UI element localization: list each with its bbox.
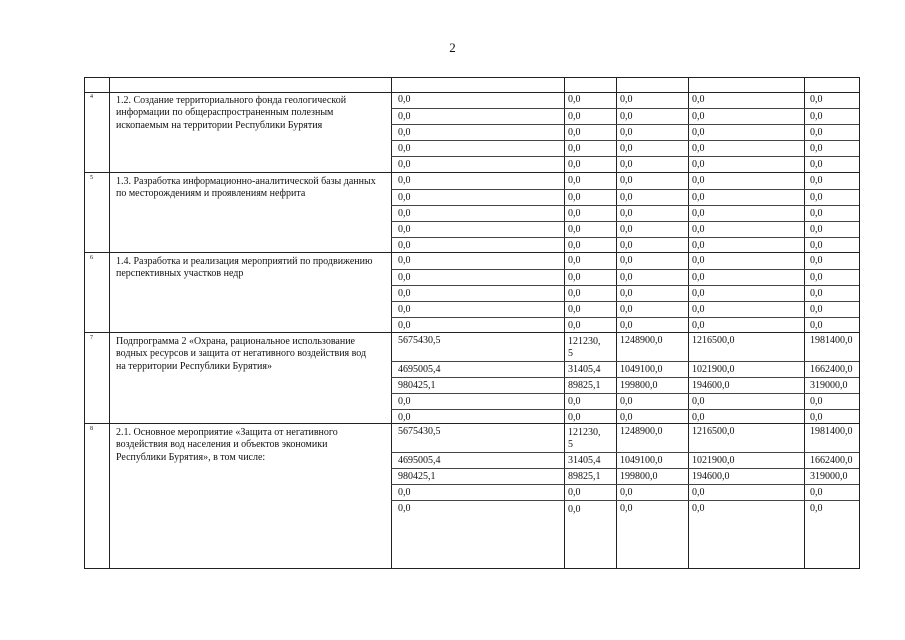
table-cell: 0,0	[568, 175, 581, 186]
table-cell: 0,0	[692, 143, 705, 154]
table-cell: 0,0	[620, 240, 633, 251]
table-cell: 0,0	[620, 94, 633, 105]
table-cell: 0,0	[568, 272, 581, 283]
table-cell: 0,0	[568, 320, 581, 331]
table-cell: 0,0	[568, 240, 581, 251]
table-cell: 0,0	[810, 272, 823, 283]
table-cell: 0,0	[398, 224, 411, 235]
table-row	[391, 156, 859, 173]
table-cell: 0,0	[810, 487, 823, 498]
table-cell: 0,0	[620, 192, 633, 203]
table-cell: 0,0	[568, 255, 581, 266]
table-cell: 0,0	[398, 127, 411, 138]
table-cell: 0,0	[620, 304, 633, 315]
table-cell: 0,0	[620, 224, 633, 235]
table-cell: 0,0	[810, 94, 823, 105]
table-cell: 1216500,0	[692, 426, 735, 437]
table-cell: 0,0	[692, 320, 705, 331]
table-cell: 4695005,4	[398, 455, 441, 466]
table-cell: 0,0	[568, 504, 581, 515]
row-number: 8	[90, 426, 93, 432]
table-cell: 0,0	[810, 240, 823, 251]
table-row	[391, 333, 859, 361]
table-cell: 194600,0	[692, 380, 730, 391]
table-cell: 0,0	[398, 159, 411, 170]
activity-title: 1.3. Разработка информационно-аналитической базы данных по месторождениям и проявлениям нефрита	[116, 176, 376, 200]
table-cell: 0,0	[692, 396, 705, 407]
table-cell: 0,0	[620, 255, 633, 266]
table-cell: 0,0	[810, 159, 823, 170]
table-row	[391, 189, 859, 206]
table-cell: 0,0	[398, 175, 411, 186]
table-cell: 0,0	[620, 412, 633, 423]
table-cell: 0,0	[398, 255, 411, 266]
table-cell: 0,0	[692, 175, 705, 186]
table-cell: 0,0	[398, 396, 411, 407]
table-cell: 0,0	[810, 175, 823, 186]
table-cell: 0,0	[398, 320, 411, 331]
table-cell: 31405,4	[568, 455, 601, 466]
table-cell: 0,0	[568, 208, 581, 219]
table-row	[391, 468, 859, 485]
table-group	[85, 332, 859, 424]
table-cell: 0,0	[810, 224, 823, 235]
table-cell: 980425,1	[398, 380, 436, 391]
table-cell: 0,0	[568, 304, 581, 315]
table-cell: 0,0	[620, 272, 633, 283]
table-cell: 89825,1	[568, 380, 601, 391]
table-row	[391, 205, 859, 222]
table-row	[391, 108, 859, 125]
table-cell: 1248900,0	[620, 426, 663, 437]
table-cell: 0,0	[620, 288, 633, 299]
table-cell: 0,0	[692, 224, 705, 235]
table-cell: 0,0	[398, 143, 411, 154]
table-row	[391, 301, 859, 318]
table-cell: 1021900,0	[692, 455, 735, 466]
table-cell: 0,0	[692, 288, 705, 299]
table-cell: 0,0	[810, 396, 823, 407]
table-cell: 0,0	[692, 208, 705, 219]
table-cell: 0,0	[620, 159, 633, 170]
table-cell: 0,0	[568, 412, 581, 423]
table-cell: 1662400,0	[810, 455, 853, 466]
table-group	[85, 172, 859, 253]
table-cell: 0,0	[398, 412, 411, 423]
table-group	[85, 423, 859, 567]
table-cell: 0,0	[568, 143, 581, 154]
table-cell: 0,0	[692, 255, 705, 266]
table-cell: 1021900,0	[692, 364, 735, 375]
table-cell: 0,0	[398, 111, 411, 122]
table-cell: 0,0	[568, 224, 581, 235]
activity-title: 1.4. Разработка и реализация мероприятий по продвижению перспективных участков недр	[116, 256, 373, 280]
table-group	[85, 252, 859, 333]
table-cell: 0,0	[398, 487, 411, 498]
table-cell: 0,0	[568, 396, 581, 407]
table-cell: 199800,0	[620, 380, 658, 391]
budget-table	[84, 77, 860, 569]
table-row	[391, 424, 859, 452]
table-cell: 0,0	[620, 175, 633, 186]
table-cell: 0,0	[568, 94, 581, 105]
table-cell: 980425,1	[398, 471, 436, 482]
table-cell: 1216500,0	[692, 335, 735, 346]
table-cell: 0,0	[692, 240, 705, 251]
table-cell: 319000,0	[810, 380, 848, 391]
table-group	[85, 92, 859, 172]
table-cell: 0,0	[398, 288, 411, 299]
table-row	[391, 124, 859, 141]
table-cell: 0,0	[620, 208, 633, 219]
row-number: 5	[90, 175, 93, 181]
table-cell: 0,0	[620, 111, 633, 122]
table-header-row	[85, 78, 859, 93]
table-cell: 0,0	[692, 304, 705, 315]
table-cell: 0,0	[620, 396, 633, 407]
table-cell: 0,0	[398, 272, 411, 283]
table-cell: 0,0	[620, 487, 633, 498]
table-row	[391, 140, 859, 157]
table-row	[391, 173, 859, 189]
row-number: 4	[90, 94, 93, 100]
table-row	[391, 452, 859, 469]
activity-title: 1.2. Создание территориального фонда геологической информации по общераспространенным полезным ископаемым на территории Республики Бурятия	[116, 95, 347, 131]
table-cell: 1981400,0	[810, 335, 853, 346]
table-cell: 0,0	[620, 320, 633, 331]
table-cell: 0,0	[810, 208, 823, 219]
table-cell: 0,0	[810, 192, 823, 203]
table-cell: 0,0	[620, 143, 633, 154]
table-cell: 0,0	[692, 412, 705, 423]
table-cell: 0,0	[692, 127, 705, 138]
table-cell: 0,0	[692, 94, 705, 105]
table-row	[391, 377, 859, 394]
table-cell: 1662400,0	[810, 364, 853, 375]
table-cell: 0,0	[810, 288, 823, 299]
table-cell: 0,0	[810, 412, 823, 423]
table-cell: 121230,5	[568, 336, 601, 359]
table-cell: 0,0	[568, 111, 581, 122]
activity-title: Подпрограмма 2 «Охрана, рациональное использование водных ресурсов и защита от негативного воздействия вод на территории Республики Бурятия»	[116, 336, 367, 372]
table-cell: 5675430,5	[398, 426, 441, 437]
table-cell: 319000,0	[810, 471, 848, 482]
table-cell: 0,0	[692, 111, 705, 122]
table-row	[391, 500, 859, 568]
table-row	[391, 361, 859, 378]
table-cell: 0,0	[568, 192, 581, 203]
table-cell: 31405,4	[568, 364, 601, 375]
table-row	[391, 253, 859, 269]
table-cell: 0,0	[810, 143, 823, 154]
row-number: 6	[90, 255, 93, 261]
table-row	[391, 92, 859, 108]
table-row	[391, 393, 859, 410]
table-cell: 1981400,0	[810, 426, 853, 437]
table-cell: 0,0	[568, 159, 581, 170]
table-cell: 0,0	[810, 320, 823, 331]
table-cell: 0,0	[568, 288, 581, 299]
table-cell: 121230,5	[568, 427, 601, 450]
table-row	[391, 221, 859, 238]
table-cell: 0,0	[398, 94, 411, 105]
table-cell: 194600,0	[692, 471, 730, 482]
table-cell: 0,0	[810, 255, 823, 266]
table-cell: 1049100,0	[620, 455, 663, 466]
table-cell: 0,0	[810, 304, 823, 315]
table-cell: 0,0	[692, 503, 705, 514]
table-cell: 0,0	[692, 159, 705, 170]
table-row	[391, 484, 859, 501]
table-cell: 0,0	[398, 192, 411, 203]
table-cell: 0,0	[398, 503, 411, 514]
table-cell: 0,0	[620, 503, 633, 514]
table-cell: 5675430,5	[398, 335, 441, 346]
table-row	[391, 269, 859, 286]
table-cell: 0,0	[692, 487, 705, 498]
table-cell: 4695005,4	[398, 364, 441, 375]
table-cell: 1248900,0	[620, 335, 663, 346]
table-cell: 0,0	[620, 127, 633, 138]
activity-title: 2.1. Основное мероприятие «Защита от негативного воздействия вод населения и объектов экономики Республики Бурятия», в том числе:	[116, 427, 338, 463]
table-cell: 0,0	[398, 240, 411, 251]
table-cell: 0,0	[398, 304, 411, 315]
page-number: 2	[449, 40, 456, 55]
table-row	[391, 285, 859, 302]
table-cell: 0,0	[568, 487, 581, 498]
table-cell: 0,0	[810, 503, 823, 514]
table-cell: 0,0	[810, 111, 823, 122]
table-cell: 0,0	[692, 192, 705, 203]
table-cell: 0,0	[692, 272, 705, 283]
table-cell: 0,0	[398, 208, 411, 219]
table-cell: 0,0	[810, 127, 823, 138]
table-cell: 0,0	[568, 127, 581, 138]
table-cell: 89825,1	[568, 471, 601, 482]
table-cell: 199800,0	[620, 471, 658, 482]
row-number: 7	[90, 335, 93, 341]
table-cell: 1049100,0	[620, 364, 663, 375]
